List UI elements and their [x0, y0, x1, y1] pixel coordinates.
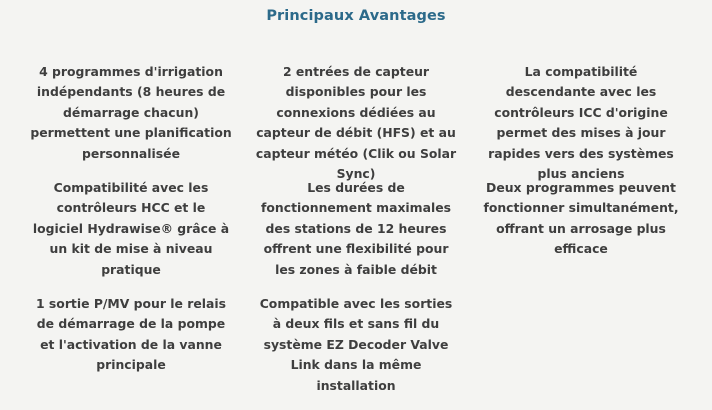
section-title: Principaux Avantages [266, 8, 446, 24]
benefits-grid [30, 62, 682, 410]
benefit-pmv-output: 1 sortie P/MV pour le relais de démarrage de la pompe et l'activation de la vanne principale [36, 296, 226, 373]
benefit-hcc-hydrawise: Compatibilité avec les contrôleurs HCC et le logiciel Hydrawise® grâce à un kit de mise à niveau pratique [32, 180, 230, 277]
benefit-simultaneous-programs: Deux programmes peuvent fonctionner simultanément, offrant un arrosage plus efficace [483, 180, 679, 257]
benefit-sensor-inputs: 2 entrées de capteur disponibles pour les connexions dédiées au capteur de débit (HFS) et au capteur météo (Clik ou Solar Sync) [255, 64, 457, 182]
benefit-programs: 4 programmes d'irrigation indépendants (8 heures de démarrage chacun) permettent une planification personnalisée [30, 64, 232, 161]
benefit-icc-compatibility: La compatibilité descendante avec les contrôleurs ICC d'origine permet des mises à jour rapides vers des systèmes plus anciens [488, 64, 674, 182]
benefit-ez-decoder: Compatible avec les sorties à deux fils et sans fil du système EZ Decoder Valve Link dans la même installation [259, 296, 453, 393]
benefit-station-runtime: Les durées de fonctionnement maximales des stations de 12 heures offrent une flexibilité pour les zones à faible débit [261, 180, 451, 277]
